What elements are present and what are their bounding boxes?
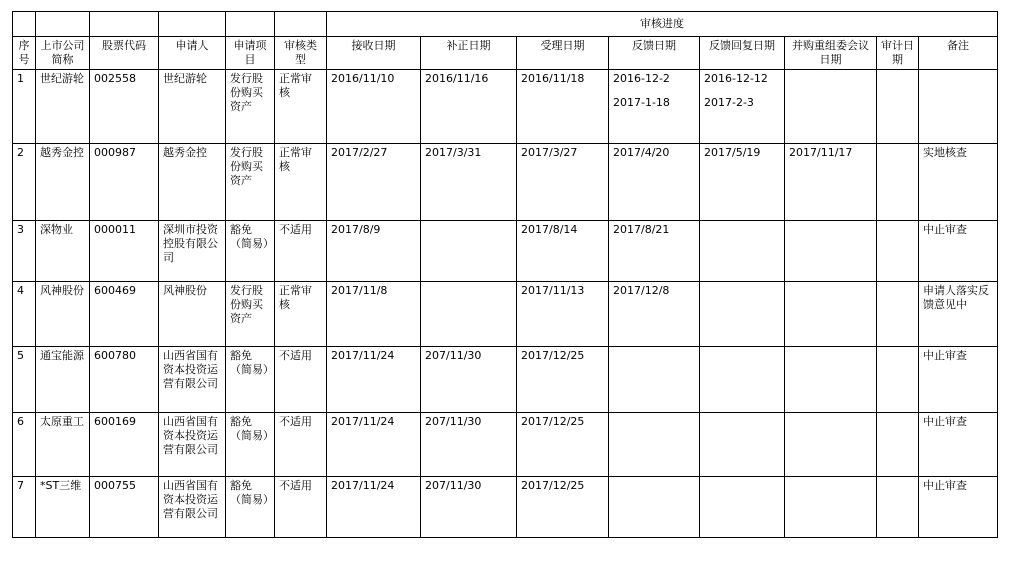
cell-seq: 1 <box>13 70 36 144</box>
blank-header-cell <box>275 12 327 37</box>
cell-supplement <box>421 282 517 347</box>
cell-remark <box>919 70 998 144</box>
header-committee: 并购重组委会议日期 <box>785 37 877 70</box>
table-row <box>13 221 998 282</box>
cell-feedback-reply <box>700 221 785 282</box>
cell-received: 2017/11/24 <box>327 477 421 538</box>
cell-feedback-reply <box>700 347 785 413</box>
cell-seq: 5 <box>13 347 36 413</box>
header-code: 股票代码 <box>90 37 159 70</box>
cell-feedback: 2017/4/20 <box>609 144 700 221</box>
header-review-type: 审核类型 <box>275 37 327 70</box>
cell-seq: 3 <box>13 221 36 282</box>
cell-accepted: 2017/8/14 <box>517 221 609 282</box>
cell-audit <box>877 347 919 413</box>
blank-header-cell <box>36 12 90 37</box>
cell-remark: 实地核查 <box>919 144 998 221</box>
cell-feedback-reply <box>700 413 785 477</box>
cell-remark: 申请人落实反馈意见中 <box>919 282 998 347</box>
cell-committee <box>785 70 877 144</box>
table-row <box>13 282 998 347</box>
cell-audit <box>877 413 919 477</box>
cell-item: 发行股份购买资产 <box>226 282 275 347</box>
cell-accepted: 2017/11/13 <box>517 282 609 347</box>
cell-feedback-reply <box>700 477 785 538</box>
cell-applicant: 越秀金控 <box>159 144 226 221</box>
review-progress-table <box>12 11 998 538</box>
cell-supplement: 207/11/30 <box>421 413 517 477</box>
cell-feedback-reply <box>700 282 785 347</box>
cell-feedback-reply <box>700 70 785 144</box>
cell-code: 002558 <box>90 70 159 144</box>
cell-code: 600469 <box>90 282 159 347</box>
cell-code: 000987 <box>90 144 159 221</box>
table-row <box>13 413 998 477</box>
cell-seq: 6 <box>13 413 36 477</box>
cell-applicant: 世纪游轮 <box>159 70 226 144</box>
feedback-reply-date: 2016-12-12 <box>704 72 768 85</box>
review-progress-group-header: 审核进度 <box>327 12 998 37</box>
header-item: 申请项目 <box>226 37 275 70</box>
cell-company: 太原重工 <box>36 413 90 477</box>
cell-feedback: 2017/12/8 <box>609 282 700 347</box>
header-supplement: 补正日期 <box>421 37 517 70</box>
header-feedback: 反馈日期 <box>609 37 700 70</box>
cell-received: 2017/2/27 <box>327 144 421 221</box>
cell-remark: 中止审查 <box>919 221 998 282</box>
header-audit: 审计日期 <box>877 37 919 70</box>
cell-supplement <box>421 221 517 282</box>
cell-feedback <box>609 70 700 144</box>
cell-committee: 2017/11/17 <box>785 144 877 221</box>
cell-company: 深物业 <box>36 221 90 282</box>
cell-audit <box>877 477 919 538</box>
cell-item: 豁免（简易） <box>226 477 275 538</box>
cell-feedback-reply: 2017/5/19 <box>700 144 785 221</box>
cell-review-type: 正常审核 <box>275 70 327 144</box>
cell-received: 2017/8/9 <box>327 221 421 282</box>
cell-committee <box>785 413 877 477</box>
cell-company: *ST三维 <box>36 477 90 538</box>
cell-accepted: 2017/12/25 <box>517 347 609 413</box>
cell-remark: 中止审查 <box>919 347 998 413</box>
table-row <box>13 70 998 144</box>
cell-code: 600169 <box>90 413 159 477</box>
column-header-row <box>13 37 998 70</box>
table-row <box>13 477 998 538</box>
cell-code: 000011 <box>90 221 159 282</box>
cell-seq: 2 <box>13 144 36 221</box>
cell-audit <box>877 221 919 282</box>
header-applicant: 申请人 <box>159 37 226 70</box>
cell-audit <box>877 70 919 144</box>
cell-item: 发行股份购买资产 <box>226 70 275 144</box>
review-progress-sheet <box>12 11 997 538</box>
cell-accepted: 2017/12/25 <box>517 413 609 477</box>
cell-committee <box>785 477 877 538</box>
group-header-row <box>13 12 998 37</box>
cell-applicant: 山西省国有资本投资运营有限公司 <box>159 477 226 538</box>
cell-audit <box>877 282 919 347</box>
cell-supplement: 2017/3/31 <box>421 144 517 221</box>
cell-received: 2017/11/24 <box>327 347 421 413</box>
blank-header-cell <box>90 12 159 37</box>
cell-received: 2017/11/8 <box>327 282 421 347</box>
table-row <box>13 347 998 413</box>
cell-code: 000755 <box>90 477 159 538</box>
cell-item: 豁免（简易） <box>226 347 275 413</box>
feedback-date: 2017-1-18 <box>613 96 670 109</box>
cell-received: 2017/11/24 <box>327 413 421 477</box>
cell-review-type: 不适用 <box>275 413 327 477</box>
blank-header-cell <box>13 12 36 37</box>
cell-feedback <box>609 347 700 413</box>
cell-audit <box>877 144 919 221</box>
cell-accepted: 2017/12/25 <box>517 477 609 538</box>
cell-applicant: 风神股份 <box>159 282 226 347</box>
cell-supplement: 207/11/30 <box>421 477 517 538</box>
cell-code: 600780 <box>90 347 159 413</box>
cell-company: 世纪游轮 <box>36 70 90 144</box>
cell-seq: 4 <box>13 282 36 347</box>
cell-accepted: 2016/11/18 <box>517 70 609 144</box>
cell-applicant: 山西省国有资本投资运营有限公司 <box>159 413 226 477</box>
cell-received: 2016/11/10 <box>327 70 421 144</box>
cell-feedback: 2017/8/21 <box>609 221 700 282</box>
cell-committee <box>785 347 877 413</box>
feedback-date: 2016-12-2 <box>613 72 670 85</box>
cell-committee <box>785 282 877 347</box>
cell-feedback <box>609 477 700 538</box>
header-received: 接收日期 <box>327 37 421 70</box>
header-company: 上市公司简称 <box>36 37 90 70</box>
table-row <box>13 144 998 221</box>
feedback-reply-date: 2017-2-3 <box>704 96 754 109</box>
cell-company: 风神股份 <box>36 282 90 347</box>
blank-header-cell <box>226 12 275 37</box>
blank-header-cell <box>159 12 226 37</box>
cell-remark: 中止审查 <box>919 477 998 538</box>
cell-item: 豁免（简易） <box>226 221 275 282</box>
cell-review-type: 不适用 <box>275 221 327 282</box>
cell-review-type: 不适用 <box>275 477 327 538</box>
cell-committee <box>785 221 877 282</box>
cell-applicant: 深圳市投资控股有限公司 <box>159 221 226 282</box>
cell-seq: 7 <box>13 477 36 538</box>
cell-supplement: 2016/11/16 <box>421 70 517 144</box>
header-feedback-reply: 反馈回复日期 <box>700 37 785 70</box>
header-seq: 序号 <box>13 37 36 70</box>
cell-review-type: 正常审核 <box>275 282 327 347</box>
cell-review-type: 不适用 <box>275 347 327 413</box>
header-remark: 备注 <box>919 37 998 70</box>
header-accepted: 受理日期 <box>517 37 609 70</box>
cell-item: 发行股份购买资产 <box>226 144 275 221</box>
cell-applicant: 山西省国有资本投资运营有限公司 <box>159 347 226 413</box>
cell-item: 豁免（简易） <box>226 413 275 477</box>
cell-feedback <box>609 413 700 477</box>
cell-company: 通宝能源 <box>36 347 90 413</box>
cell-review-type: 正常审核 <box>275 144 327 221</box>
cell-company: 越秀金控 <box>36 144 90 221</box>
cell-accepted: 2017/3/27 <box>517 144 609 221</box>
cell-supplement: 207/11/30 <box>421 347 517 413</box>
cell-remark: 中止审查 <box>919 413 998 477</box>
